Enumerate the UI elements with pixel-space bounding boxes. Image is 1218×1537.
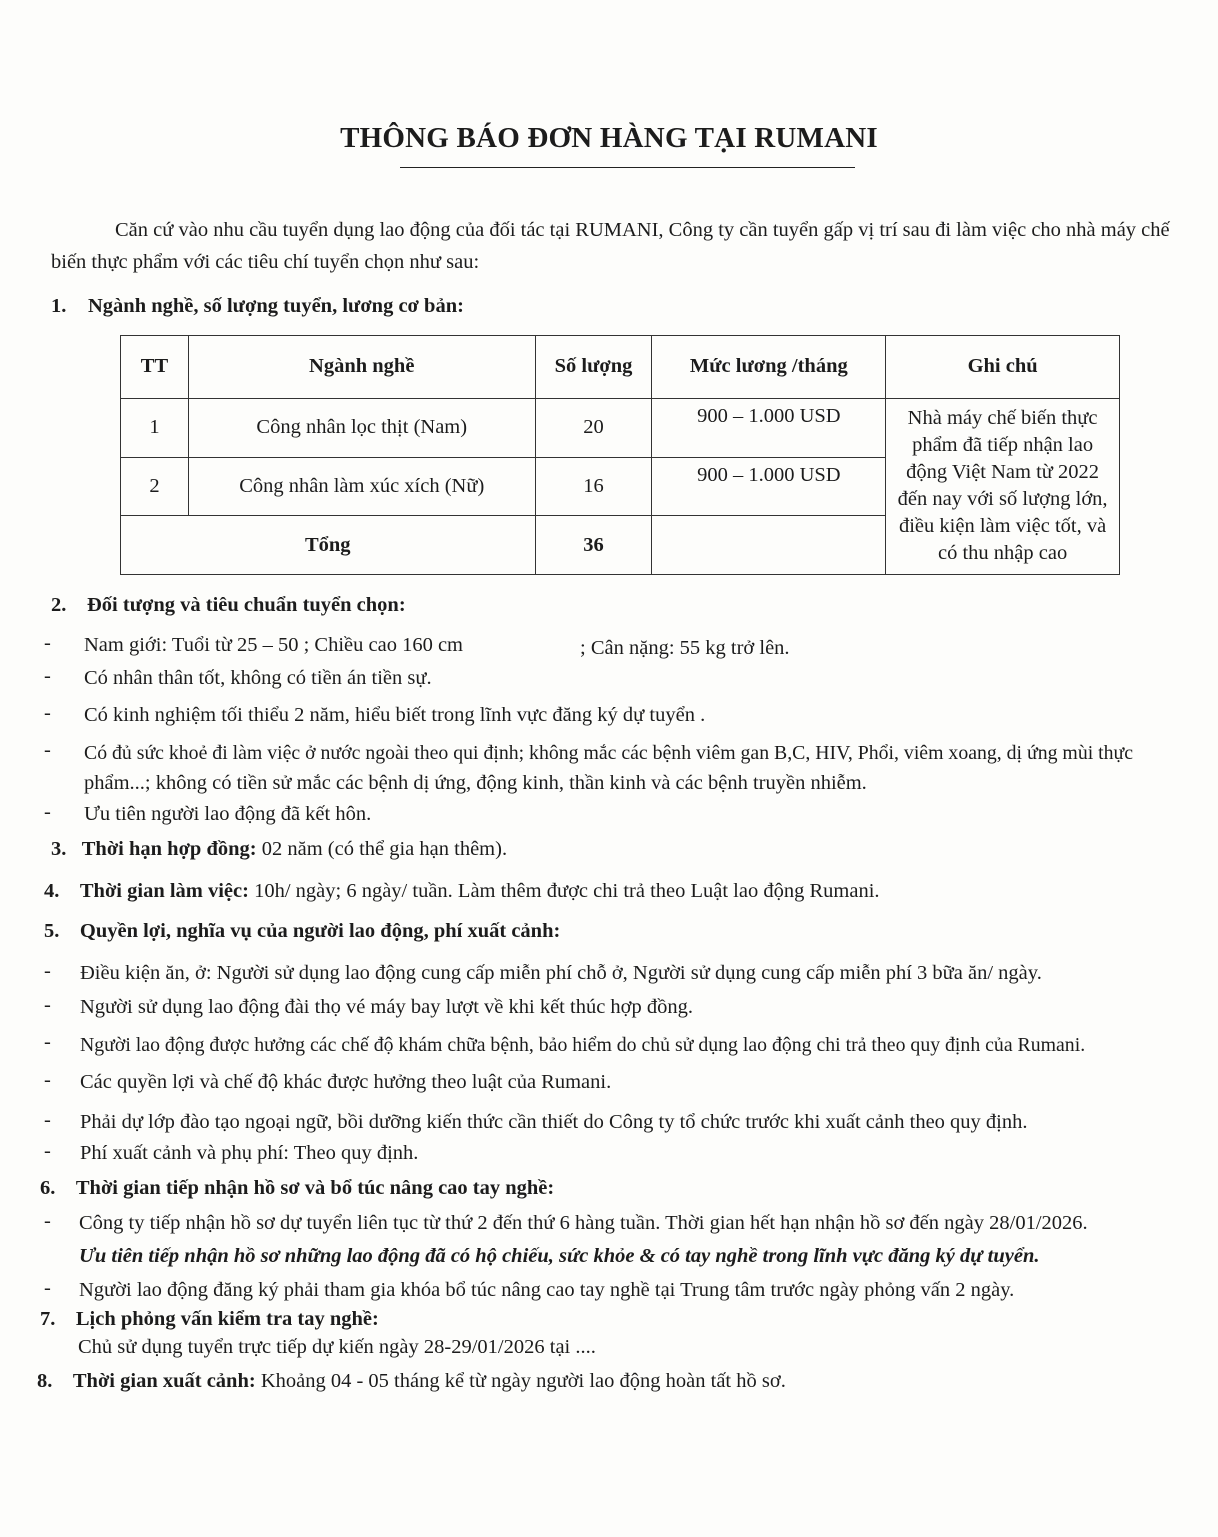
- table-row: [121, 398, 1120, 457]
- cell-salary: 900 – 1.000 USD: [652, 398, 886, 457]
- document-title: THÔNG BÁO ĐƠN HÀNG TẠI RUMANI: [340, 122, 878, 154]
- intro-paragraph: Căn cứ vào nhu cầu tuyển dụng lao động của đối tác tại RUMANI, Công ty cần tuyển gấp vị trí sau đi làm việc cho nhà máy chế biến thực phẩm với các tiêu chí tuyển chọn như sau:: [51, 219, 1170, 273]
- list-item: Ưu tiên người lao động đã kết hôn.: [84, 803, 372, 825]
- bullet-dash: -: [44, 739, 51, 761]
- list-item: Điều kiện ăn, ở: Người sử dụng lao động cung cấp miễn phí chỗ ở, Người sử dụng cung cấp miễn phí 3 bữa ăn/ ngày.: [80, 962, 1042, 984]
- section-number: 6.: [40, 1177, 56, 1199]
- header-qty: Số lượng: [535, 336, 652, 399]
- list-item: Công ty tiếp nhận hồ sơ dự tuyển liên tục từ thứ 2 đến thứ 6 hàng tuần. Thời gian hết hạn nhận hồ sơ đến ngày 28/01/2026.: [79, 1212, 1088, 1234]
- header-note: Ghi chú: [886, 336, 1120, 399]
- section-number: 1.: [51, 295, 67, 317]
- section-text: 10h/ ngày; 6 ngày/ tuần. Làm thêm được chi trả theo Luật lao động Rumani.: [248, 880, 880, 902]
- cell-job: Công nhân lọc thịt (Nam): [188, 398, 535, 457]
- list-item: Có kinh nghiệm tối thiểu 2 năm, hiểu biết trong lĩnh vực đăng ký dự tuyển .: [84, 704, 706, 726]
- cell-job: Công nhân làm xúc xích (Nữ): [188, 457, 535, 516]
- cell-tt: 1: [121, 398, 189, 457]
- recruitment-table: [120, 335, 1120, 575]
- section-title: Thời gian xuất cảnh:: [72, 1370, 256, 1392]
- bullet-dash: -: [44, 801, 51, 823]
- list-item: Người lao động đăng ký phải tham gia khóa bổ túc nâng cao tay nghề tại Trung tâm trước ngày phỏng vấn 2 ngày.: [79, 1279, 1015, 1301]
- total-label: Tổng: [121, 516, 536, 575]
- list-item: Người sử dụng lao động đài thọ vé máy bay lượt về khi kết thúc hợp đồng.: [80, 996, 694, 1018]
- list-item: Nam giới: Tuổi từ 25 – 50 ; Chiều cao 160 cm: [84, 634, 463, 656]
- section-text: 02 năm (có thể gia hạn thêm).: [256, 838, 508, 860]
- table-header-row: [121, 336, 1120, 399]
- section-number: 8.: [37, 1370, 53, 1392]
- section-number: 4.: [44, 880, 60, 902]
- emphasis-note: Ưu tiên tiếp nhận hồ sơ những lao động đã có hộ chiếu, sức khỏe & có tay nghề trong lĩnh vực đăng ký dự tuyển.: [79, 1245, 1040, 1267]
- list-item: Phải dự lớp đào tạo ngoại ngữ, bồi dưỡng kiến thức cần thiết do Công ty tổ chức trước khi xuất cảnh theo quy định.: [80, 1111, 1028, 1133]
- list-item: Có đủ sức khoẻ đi làm việc ở nước ngoài theo qui định; không mắc các bệnh viêm gan B,C, HIV, Phổi, viêm xoang, dị ứng mùi thực: [84, 742, 1134, 764]
- bullet-dash: -: [44, 994, 51, 1016]
- header-salary: Mức lương /tháng: [652, 336, 886, 399]
- cell-qty: 16: [535, 457, 652, 516]
- section-6-heading: [40, 1172, 554, 1204]
- section-title: Ngành nghề, số lượng tuyển, lương cơ bản:: [88, 295, 464, 317]
- section-5-heading: [44, 915, 560, 947]
- section-number: 3.: [51, 838, 67, 860]
- section-title: Thời hạn hợp đồng:: [81, 838, 257, 860]
- bullet-dash: -: [44, 665, 51, 687]
- section-3: [51, 833, 507, 865]
- header-tt: TT: [121, 336, 189, 399]
- section-title: Đối tượng và tiêu chuẩn tuyển chọn:: [87, 594, 406, 616]
- title-underline: [400, 167, 855, 168]
- bullet-dash: -: [44, 1109, 51, 1131]
- bullet-dash: -: [44, 1069, 51, 1091]
- bullet-dash: -: [44, 702, 51, 724]
- cell-tt: 2: [121, 457, 189, 516]
- section-text: Chủ sử dụng tuyển trực tiếp dự kiến ngày 28-29/01/2026 tại ....: [78, 1336, 596, 1358]
- list-item: Người lao động được hưởng các chế độ khám chữa bệnh, bảo hiểm do chủ sử dụng lao động chi trả theo quy định của Rumani.: [80, 1034, 1086, 1056]
- cell-salary: 900 – 1.000 USD: [652, 457, 886, 516]
- bullet-dash: -: [44, 1277, 51, 1299]
- cell-note: Nhà máy chế biến thực phẩm đã tiếp nhận lao động Việt Nam từ 2022 đến nay với số lượng lớn, điều kiện làm việc tốt, và có thu nhập cao: [886, 398, 1120, 574]
- section-title: Quyền lợi, nghĩa vụ của người lao động, phí xuất cảnh:: [79, 920, 561, 942]
- list-item: Có nhân thân tốt, không có tiền án tiền sự.: [84, 667, 432, 689]
- cell-qty: 20: [535, 398, 652, 457]
- list-item: Phí xuất cảnh và phụ phí: Theo quy định.: [80, 1142, 419, 1164]
- total-salary-empty: [652, 516, 886, 575]
- section-number: 5.: [44, 920, 60, 942]
- header-job: Ngành nghề: [188, 336, 535, 399]
- section-number: 7.: [40, 1308, 56, 1330]
- list-item-continued: phẩm...; không có tiền sử mắc các bệnh dị ứng, động kinh, thần kinh và các bệnh truyền nhiễm.: [84, 772, 867, 794]
- total-qty: 36: [535, 516, 652, 575]
- bullet-dash: -: [44, 1140, 51, 1162]
- list-item: ; Cân nặng: 55 kg trở lên.: [580, 637, 790, 659]
- bullet-dash: -: [44, 1210, 51, 1232]
- section-title: Thời gian làm việc:: [79, 880, 249, 902]
- bullet-dash: -: [44, 1031, 51, 1053]
- section-4: [44, 875, 880, 907]
- bullet-dash: -: [44, 960, 51, 982]
- section-title: Lịch phỏng vấn kiểm tra tay nghề:: [75, 1308, 379, 1330]
- section-text: Khoảng 04 - 05 tháng kể từ ngày người lao động hoàn tất hồ sơ.: [255, 1370, 786, 1392]
- list-item: Các quyền lợi và chế độ khác được hưởng theo luật của Rumani.: [80, 1071, 612, 1093]
- section-title: Thời gian tiếp nhận hồ sơ và bổ túc nâng cao tay nghề:: [75, 1177, 555, 1199]
- section-8: [37, 1365, 786, 1397]
- bullet-dash: -: [44, 632, 51, 654]
- section-number: 2.: [51, 594, 67, 616]
